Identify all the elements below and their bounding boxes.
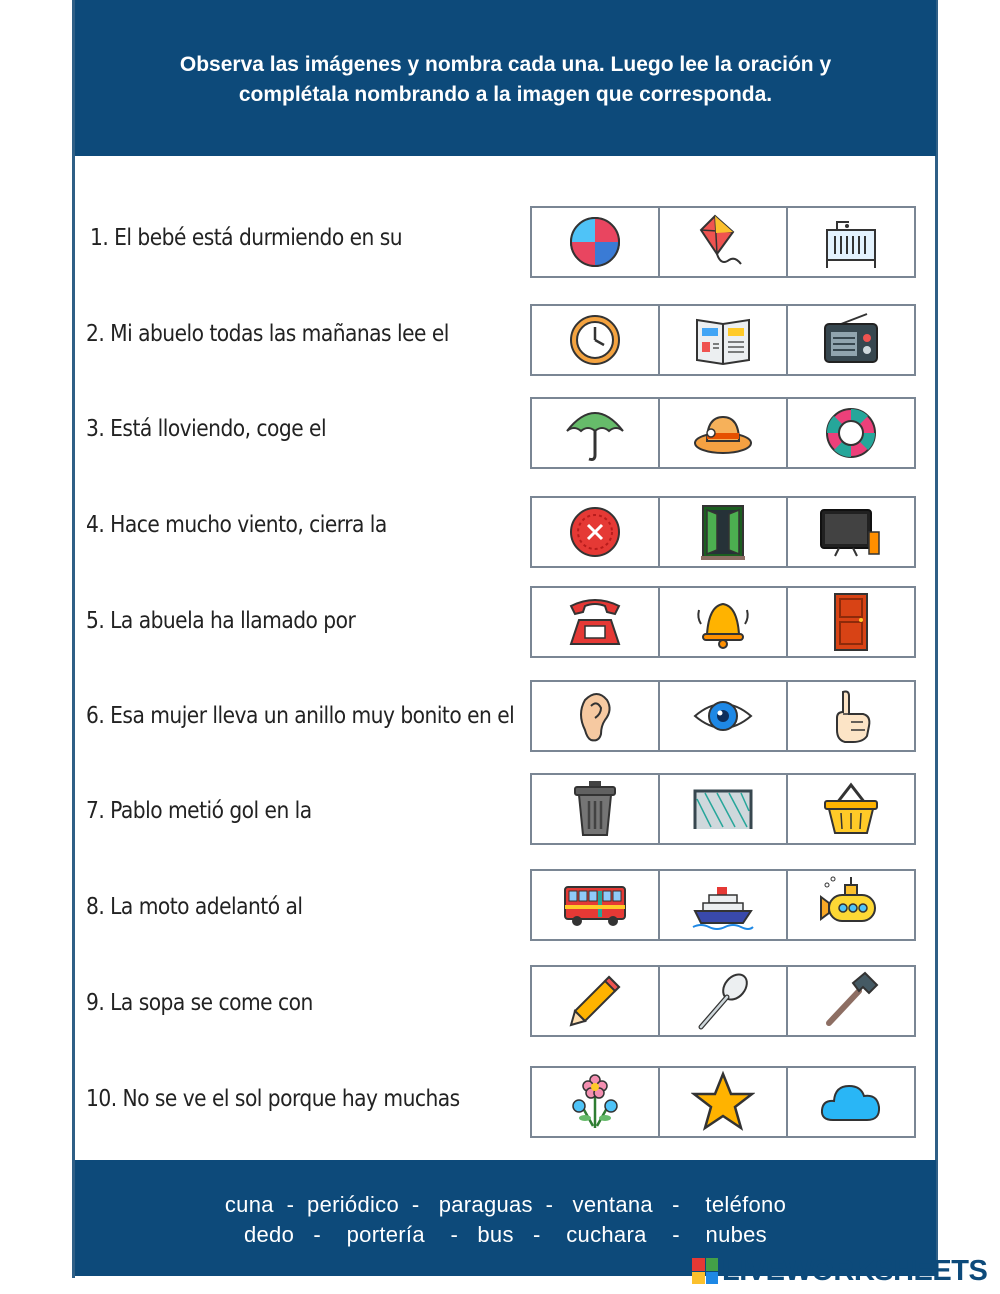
sentence-4: 4. Hace mucho viento, cierra la bbox=[86, 512, 387, 538]
cloud-icon bbox=[813, 1070, 889, 1134]
spoon-icon bbox=[691, 969, 755, 1033]
kite-icon bbox=[691, 210, 755, 274]
window-icon bbox=[691, 500, 755, 564]
clock-icon bbox=[563, 308, 627, 372]
answer-row-9 bbox=[530, 965, 916, 1037]
answer-row-4 bbox=[530, 496, 916, 568]
answer-cell[interactable] bbox=[532, 775, 660, 843]
sentence-1: 1. El bebé está durmiendo en su bbox=[90, 225, 403, 251]
radio-icon bbox=[819, 308, 883, 372]
newspaper-icon bbox=[691, 308, 755, 372]
sentence-3: 3. Está lloviendo, coge el bbox=[86, 416, 327, 442]
answer-cell[interactable] bbox=[660, 682, 788, 750]
answer-row-7 bbox=[530, 773, 916, 845]
answer-cell[interactable] bbox=[660, 306, 788, 374]
beach-ball-icon bbox=[563, 210, 627, 274]
answer-cell[interactable] bbox=[532, 871, 660, 939]
answer-cell[interactable] bbox=[532, 682, 660, 750]
sentence-10: 10. No se ve el sol porque hay muchas bbox=[86, 1086, 460, 1112]
answer-cell[interactable] bbox=[660, 588, 788, 656]
telephone-icon bbox=[563, 590, 627, 654]
answer-row-10 bbox=[530, 1066, 916, 1138]
answer-cell[interactable] bbox=[532, 1068, 660, 1136]
hat-icon bbox=[691, 401, 755, 465]
liveworksheets-brand[interactable] bbox=[692, 1256, 987, 1286]
answer-cell[interactable] bbox=[660, 1068, 788, 1136]
sentence-6: 6. Esa mujer lleva un anillo muy bonito en el bbox=[86, 703, 515, 729]
television-icon bbox=[819, 500, 883, 564]
sentence-9: 9. La sopa se come con bbox=[86, 990, 313, 1016]
finger-icon bbox=[819, 684, 883, 748]
sentence-8: 8. La moto adelantó al bbox=[86, 894, 303, 920]
crib-icon bbox=[819, 210, 883, 274]
answer-row-3 bbox=[530, 397, 916, 469]
answer-cell[interactable] bbox=[788, 682, 914, 750]
answer-cell[interactable] bbox=[788, 775, 914, 843]
instruction-line-2: complétala nombrando a la imagen que corresponda. bbox=[238, 83, 773, 106]
eye-icon bbox=[691, 684, 755, 748]
answer-cell[interactable] bbox=[532, 967, 660, 1035]
answer-cell[interactable] bbox=[532, 588, 660, 656]
answer-row-1 bbox=[530, 206, 916, 278]
answer-row-8 bbox=[530, 869, 916, 941]
lifebuoy-icon bbox=[819, 401, 883, 465]
liveworksheets-logo-icon bbox=[692, 1258, 718, 1284]
umbrella-icon bbox=[563, 401, 627, 465]
answer-cell[interactable] bbox=[532, 306, 660, 374]
answer-cell[interactable] bbox=[788, 871, 914, 939]
answer-cell[interactable] bbox=[660, 775, 788, 843]
answer-cell[interactable] bbox=[660, 498, 788, 566]
answer-cell[interactable] bbox=[788, 588, 914, 656]
submarine-icon bbox=[815, 873, 887, 937]
answer-cell[interactable] bbox=[532, 208, 660, 276]
ear-icon bbox=[563, 684, 627, 748]
brand-name: LIVEWORKSHEETS bbox=[722, 1254, 988, 1287]
answer-cell[interactable] bbox=[660, 871, 788, 939]
hammer-icon bbox=[819, 969, 883, 1033]
instruction-header bbox=[75, 0, 936, 156]
flowers-icon bbox=[563, 1070, 627, 1134]
answer-cell[interactable] bbox=[660, 208, 788, 276]
answer-cell[interactable] bbox=[788, 306, 914, 374]
answer-cell[interactable] bbox=[660, 399, 788, 467]
star-icon bbox=[691, 1070, 755, 1134]
answer-cell[interactable] bbox=[788, 967, 914, 1035]
word-bank-line-2: dedo - portería - bus - cuchara - nubes bbox=[243, 1222, 767, 1247]
answer-cell[interactable] bbox=[788, 498, 914, 566]
answer-cell[interactable] bbox=[788, 208, 914, 276]
instruction-line-1: Observa las imágenes y nombra cada una. Luego lee la oración y bbox=[179, 53, 832, 76]
ship-icon bbox=[683, 873, 763, 937]
sentence-7: 7. Pablo metió gol en la bbox=[86, 798, 312, 824]
answer-cell[interactable] bbox=[788, 1068, 914, 1136]
answer-cell[interactable] bbox=[532, 399, 660, 467]
door-icon bbox=[819, 590, 883, 654]
answer-cell[interactable] bbox=[788, 399, 914, 467]
answer-row-2 bbox=[530, 304, 916, 376]
answer-row-5 bbox=[530, 586, 916, 658]
word-bank-line-1: cuna - periódico - paraguas - ventana - teléfono bbox=[224, 1192, 787, 1217]
answer-cell[interactable] bbox=[660, 967, 788, 1035]
answer-row-6 bbox=[530, 680, 916, 752]
goal-net-icon bbox=[691, 777, 755, 841]
sentence-5: 5. La abuela ha llamado por bbox=[86, 608, 356, 634]
pencil-icon bbox=[563, 969, 627, 1033]
sentence-2: 2. Mi abuelo todas las mañanas lee el bbox=[86, 321, 449, 347]
basket-icon bbox=[819, 777, 883, 841]
answer-cell[interactable] bbox=[532, 498, 660, 566]
bell-icon bbox=[691, 590, 755, 654]
button-icon bbox=[563, 500, 627, 564]
trash-can-icon bbox=[563, 777, 627, 841]
bus-icon bbox=[547, 873, 643, 937]
